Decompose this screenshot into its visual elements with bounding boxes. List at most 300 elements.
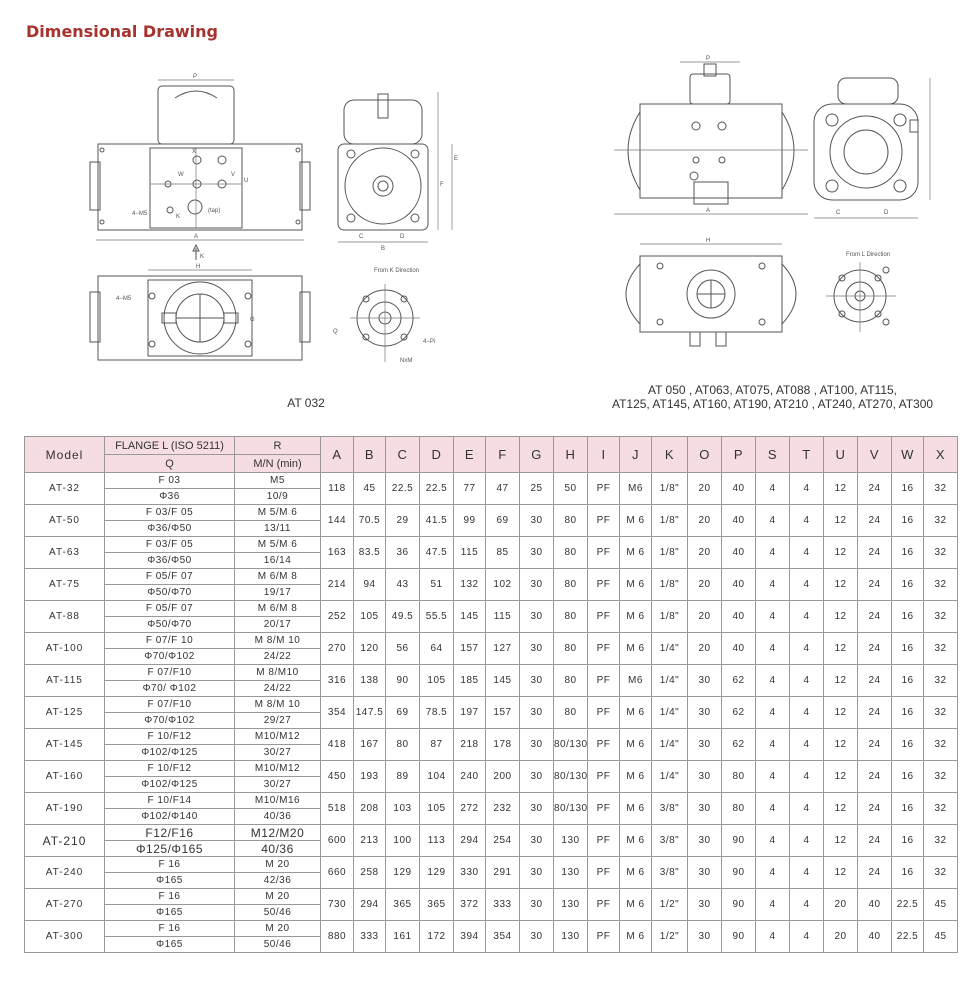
cell-value: 24: [858, 505, 892, 537]
cell-value: 193: [354, 761, 386, 793]
cell-value: 113: [420, 825, 454, 857]
dim-a: A: [194, 234, 199, 240]
cell-value: 100: [386, 825, 420, 857]
cell-value: M 6: [620, 537, 652, 569]
cell-value: 24: [858, 537, 892, 569]
cell-value: 185: [454, 665, 486, 697]
cell-value: 258: [354, 857, 386, 889]
dim-nxm: NxM: [400, 358, 413, 364]
cell-value: M6: [620, 665, 652, 697]
cell-value: 16: [892, 505, 924, 537]
cell-value: 20: [824, 921, 858, 953]
cell-value: 20: [688, 633, 722, 665]
cell-value: 4: [790, 857, 824, 889]
cell-value: 354: [486, 921, 520, 953]
cell-value: 16: [892, 729, 924, 761]
cell-value: M 6: [620, 825, 652, 857]
cell-value: 4: [790, 473, 824, 505]
cell-value: M 6: [620, 697, 652, 729]
cell-value: 4: [756, 633, 790, 665]
cell-value: PF: [588, 729, 620, 761]
cell-q: Φ70/Φ102: [105, 649, 235, 665]
cell-value: 30: [520, 633, 554, 665]
cell-value: 16: [892, 857, 924, 889]
cell-flange: F 07/F 10: [105, 633, 235, 649]
cell-mn: 40/36: [235, 809, 321, 825]
cell-value: 130: [554, 921, 588, 953]
cell-value: 80: [554, 505, 588, 537]
cell-value: 30: [688, 825, 722, 857]
cell-r: M10/M16: [235, 793, 321, 809]
cell-value: 4: [756, 665, 790, 697]
cell-value: 4: [790, 601, 824, 633]
cell-value: 4: [790, 665, 824, 697]
cell-value: 70.5: [354, 505, 386, 537]
dim-c-right: C: [836, 210, 841, 216]
cell-model: AT-100: [25, 633, 105, 665]
cell-value: 85: [486, 537, 520, 569]
cell-value: 20: [688, 505, 722, 537]
caption-at050-series: [600, 383, 945, 411]
table-row: [25, 601, 958, 617]
cell-value: 45: [354, 473, 386, 505]
header-r: R: [235, 437, 321, 455]
cell-model: AT-300: [25, 921, 105, 953]
cell-value: 291: [486, 857, 520, 889]
dim-x: X: [192, 149, 197, 155]
cell-value: 218: [454, 729, 486, 761]
cell-r: M 5/M 6: [235, 505, 321, 521]
table-row: [25, 761, 958, 777]
table-row: [25, 921, 958, 937]
cell-value: 90: [386, 665, 420, 697]
cell-value: 4: [790, 889, 824, 921]
cell-value: 41.5: [420, 505, 454, 537]
cell-value: 32: [924, 473, 958, 505]
dim-h-right: H: [706, 238, 711, 244]
cell-value: 24: [858, 857, 892, 889]
cell-flange: F 07/F10: [105, 665, 235, 681]
cell-value: 30: [688, 793, 722, 825]
cell-value: 372: [454, 889, 486, 921]
table-row: [25, 633, 958, 649]
dim-w: W: [178, 172, 184, 178]
cell-flange: F 05/F 07: [105, 601, 235, 617]
label-from-l: From L Direction: [846, 252, 891, 258]
cell-r: M5: [235, 473, 321, 489]
cell-r: M10/M12: [235, 729, 321, 745]
cell-flange: F 03/F 05: [105, 537, 235, 553]
cell-value: 30: [520, 601, 554, 633]
cell-value: 80: [554, 569, 588, 601]
cell-value: 30: [688, 729, 722, 761]
cell-value: 1/4": [652, 697, 688, 729]
cell-value: 16: [892, 793, 924, 825]
cell-mn: 16/14: [235, 553, 321, 569]
cell-value: 115: [486, 601, 520, 633]
cell-q: Φ125/Φ165: [105, 841, 235, 857]
dim-u: U: [244, 178, 249, 184]
cell-value: 22.5: [420, 473, 454, 505]
cell-r: M 6/M 8: [235, 601, 321, 617]
cell-value: 32: [924, 537, 958, 569]
cell-value: 87: [420, 729, 454, 761]
cell-value: 16: [892, 665, 924, 697]
cell-mn: 20/17: [235, 617, 321, 633]
cell-value: 4: [756, 825, 790, 857]
table-header: [25, 437, 958, 473]
cell-flange: F12/F16: [105, 825, 235, 841]
label-tap: (tap): [208, 208, 221, 214]
cell-value: 130: [554, 889, 588, 921]
cell-q: Φ165: [105, 905, 235, 921]
cell-value: M 6: [620, 569, 652, 601]
cell-value: 32: [924, 729, 958, 761]
dim-p: P: [193, 74, 198, 80]
cell-flange: F 03: [105, 473, 235, 489]
cell-value: PF: [588, 857, 620, 889]
table-row: [25, 569, 958, 585]
cell-model: AT-145: [25, 729, 105, 761]
header-mn: M/N (min): [235, 455, 321, 473]
cell-value: 4: [790, 633, 824, 665]
caption-at032: AT 032: [287, 396, 325, 410]
dim-q: Q: [333, 329, 338, 335]
cell-value: 56: [386, 633, 420, 665]
cell-value: PF: [588, 569, 620, 601]
cell-value: 80: [554, 665, 588, 697]
cell-value: 24: [858, 697, 892, 729]
cell-value: PF: [588, 793, 620, 825]
dim-k-arrow: K: [200, 254, 205, 260]
cell-model: AT-270: [25, 889, 105, 921]
cell-value: 4: [790, 505, 824, 537]
cell-value: 4: [756, 569, 790, 601]
cell-value: 4: [756, 761, 790, 793]
table-row: [25, 729, 958, 745]
cell-value: 197: [454, 697, 486, 729]
cell-value: 32: [924, 505, 958, 537]
cell-value: 16: [892, 825, 924, 857]
cell-value: 50: [554, 473, 588, 505]
cell-value: PF: [588, 505, 620, 537]
label-from-k: From K Direction: [374, 268, 420, 274]
cell-value: 12: [824, 825, 858, 857]
cell-value: 4: [756, 921, 790, 953]
cell-q: Φ165: [105, 937, 235, 953]
cell-value: 518: [321, 793, 354, 825]
table-row: [25, 889, 958, 905]
header-col: U: [824, 437, 858, 473]
header-col: E: [454, 437, 486, 473]
cell-value: 30: [688, 857, 722, 889]
cell-value: 30: [520, 761, 554, 793]
at050-from-l-view: [826, 252, 896, 332]
cell-value: 157: [486, 697, 520, 729]
cell-value: 80/130: [554, 729, 588, 761]
cell-value: 1/2": [652, 889, 688, 921]
cell-value: 90: [722, 825, 756, 857]
cell-model: AT-190: [25, 793, 105, 825]
cell-value: 163: [321, 537, 354, 569]
cell-value: 145: [486, 665, 520, 697]
cell-value: 30: [520, 569, 554, 601]
cell-value: 16: [892, 761, 924, 793]
cell-value: 99: [454, 505, 486, 537]
cell-value: 354: [321, 697, 354, 729]
cell-value: 94: [354, 569, 386, 601]
cell-value: PF: [588, 761, 620, 793]
table-row: [25, 537, 958, 553]
cell-value: 32: [924, 601, 958, 633]
cell-value: 147.5: [354, 697, 386, 729]
cell-value: 30: [520, 665, 554, 697]
cell-value: 16: [892, 473, 924, 505]
cell-r: M 8/M 10: [235, 697, 321, 713]
cell-value: 32: [924, 697, 958, 729]
table-row: [25, 665, 958, 681]
dim-d-right: D: [884, 210, 889, 216]
cell-value: 1/8": [652, 601, 688, 633]
cell-value: PF: [588, 825, 620, 857]
cell-value: 80: [722, 793, 756, 825]
dim-f: F: [440, 182, 444, 188]
cell-value: 77: [454, 473, 486, 505]
cell-value: 4: [790, 921, 824, 953]
cell-value: 200: [486, 761, 520, 793]
header-col: K: [652, 437, 688, 473]
cell-value: 115: [454, 537, 486, 569]
cell-model: AT-75: [25, 569, 105, 601]
cell-value: 130: [554, 857, 588, 889]
cell-value: 272: [454, 793, 486, 825]
dim-d: D: [400, 234, 405, 240]
cell-r: M10/M12: [235, 761, 321, 777]
cell-value: 294: [354, 889, 386, 921]
cell-value: 24: [858, 633, 892, 665]
cell-mn: 19/17: [235, 585, 321, 601]
cell-q: Φ36/Φ50: [105, 521, 235, 537]
cell-value: PF: [588, 697, 620, 729]
cell-value: 30: [520, 889, 554, 921]
cell-value: 12: [824, 601, 858, 633]
dim-c: C: [359, 234, 364, 240]
cell-value: 30: [520, 697, 554, 729]
header-col: C: [386, 437, 420, 473]
header-col: S: [756, 437, 790, 473]
cell-value: 30: [688, 665, 722, 697]
cell-flange: F 05/F 07: [105, 569, 235, 585]
dimension-table: [24, 436, 958, 953]
cell-value: 365: [420, 889, 454, 921]
cell-value: 450: [321, 761, 354, 793]
cell-value: PF: [588, 633, 620, 665]
cell-value: 80: [554, 633, 588, 665]
table-row: [25, 793, 958, 809]
cell-model: AT-63: [25, 537, 105, 569]
cell-value: 1/4": [652, 633, 688, 665]
header-col: I: [588, 437, 620, 473]
cell-value: 3/8": [652, 825, 688, 857]
cell-value: 32: [924, 825, 958, 857]
cell-value: 103: [386, 793, 420, 825]
cell-value: 12: [824, 793, 858, 825]
cell-value: 105: [420, 793, 454, 825]
cell-flange: F 16: [105, 857, 235, 873]
cell-value: 30: [688, 889, 722, 921]
cell-value: 145: [454, 601, 486, 633]
header-col: P: [722, 437, 756, 473]
cell-value: 32: [924, 633, 958, 665]
cell-value: 69: [486, 505, 520, 537]
cell-value: 30: [520, 729, 554, 761]
cell-value: 12: [824, 633, 858, 665]
cell-value: 232: [486, 793, 520, 825]
cell-model: AT-32: [25, 473, 105, 505]
cell-value: 20: [688, 473, 722, 505]
cell-value: 4: [790, 761, 824, 793]
cell-value: 40: [722, 505, 756, 537]
cell-value: 3/8": [652, 857, 688, 889]
cell-value: 43: [386, 569, 420, 601]
cell-value: 129: [420, 857, 454, 889]
cell-value: 78.5: [420, 697, 454, 729]
cell-value: 80: [554, 697, 588, 729]
cell-value: M 6: [620, 921, 652, 953]
cell-value: 30: [520, 537, 554, 569]
dim-a-right: A: [706, 208, 711, 214]
cell-value: 16: [892, 633, 924, 665]
cell-value: 32: [924, 665, 958, 697]
cell-value: 64: [420, 633, 454, 665]
cell-r: M 8/M10: [235, 665, 321, 681]
cell-value: 30: [688, 921, 722, 953]
cell-value: 89: [386, 761, 420, 793]
cell-value: 16: [892, 537, 924, 569]
cell-value: 30: [520, 921, 554, 953]
cell-value: 24: [858, 729, 892, 761]
cell-value: 30: [688, 697, 722, 729]
cell-model: AT-160: [25, 761, 105, 793]
cell-value: 660: [321, 857, 354, 889]
cell-value: 130: [554, 825, 588, 857]
cell-value: 12: [824, 729, 858, 761]
cell-value: 20: [824, 889, 858, 921]
table-row: [25, 473, 958, 489]
cell-value: 83.5: [354, 537, 386, 569]
table-row: [25, 697, 958, 713]
cell-value: 12: [824, 569, 858, 601]
cell-value: 394: [454, 921, 486, 953]
label-4-m5: 4−M5: [132, 211, 148, 217]
cell-value: 24: [858, 665, 892, 697]
dim-g: G: [250, 317, 255, 323]
header-col: A: [321, 437, 354, 473]
cell-value: 90: [722, 921, 756, 953]
cell-flange: F 16: [105, 889, 235, 905]
at032-from-k-view: [333, 268, 435, 364]
cell-value: 24: [858, 473, 892, 505]
cell-value: 157: [454, 633, 486, 665]
cell-value: PF: [588, 921, 620, 953]
cell-value: 24: [858, 601, 892, 633]
cell-value: 80/130: [554, 761, 588, 793]
cell-value: 4: [756, 729, 790, 761]
cell-value: 30: [520, 857, 554, 889]
cell-value: 47.5: [420, 537, 454, 569]
cell-value: 24: [858, 793, 892, 825]
cell-value: 1/4": [652, 761, 688, 793]
dimensional-drawings: [0, 0, 980, 430]
cell-mn: 10/9: [235, 489, 321, 505]
cell-value: M 6: [620, 889, 652, 921]
cell-value: 4: [756, 601, 790, 633]
cell-value: 47: [486, 473, 520, 505]
cell-value: M 6: [620, 505, 652, 537]
cell-q: Φ70/Φ102: [105, 713, 235, 729]
cell-value: 127: [486, 633, 520, 665]
cell-value: 167: [354, 729, 386, 761]
dim-v: V: [231, 172, 236, 178]
cell-value: 161: [386, 921, 420, 953]
cell-value: 30: [520, 505, 554, 537]
label-4-pi: 4−Pi: [423, 339, 436, 345]
cell-value: 102: [486, 569, 520, 601]
cell-value: 4: [756, 537, 790, 569]
cell-value: 172: [420, 921, 454, 953]
cell-model: AT-125: [25, 697, 105, 729]
cell-value: 254: [486, 825, 520, 857]
cell-q: Φ102/Φ140: [105, 809, 235, 825]
dim-b: B: [381, 246, 386, 252]
cell-mn: 40/36: [235, 841, 321, 857]
table-row: [25, 825, 958, 841]
cell-value: 40: [722, 633, 756, 665]
cell-value: 129: [386, 857, 420, 889]
cell-mn: 50/46: [235, 937, 321, 953]
cell-mn: 13/11: [235, 521, 321, 537]
cell-value: PF: [588, 537, 620, 569]
cell-value: 213: [354, 825, 386, 857]
cell-q: Φ36: [105, 489, 235, 505]
cell-value: M 6: [620, 601, 652, 633]
cell-r: M 20: [235, 921, 321, 937]
cell-value: 24: [858, 569, 892, 601]
header-model: Model: [25, 437, 105, 473]
cell-r: M12/M20: [235, 825, 321, 841]
cell-mn: 30/27: [235, 777, 321, 793]
table-body: [25, 473, 958, 953]
cell-mn: 30/27: [235, 745, 321, 761]
cell-value: 4: [756, 473, 790, 505]
cell-value: 1/8": [652, 505, 688, 537]
cell-flange: F 16: [105, 921, 235, 937]
cell-r: M 6/M 8: [235, 569, 321, 585]
cell-value: 62: [722, 729, 756, 761]
cell-value: 80: [554, 537, 588, 569]
cell-model: AT-88: [25, 601, 105, 633]
cell-value: 30: [520, 825, 554, 857]
cell-value: 62: [722, 665, 756, 697]
cell-value: PF: [588, 665, 620, 697]
cell-value: 40: [858, 889, 892, 921]
cell-value: 730: [321, 889, 354, 921]
cell-value: 12: [824, 857, 858, 889]
cell-value: 178: [486, 729, 520, 761]
cell-value: 365: [386, 889, 420, 921]
cell-value: 90: [722, 857, 756, 889]
cell-q: Φ165: [105, 873, 235, 889]
